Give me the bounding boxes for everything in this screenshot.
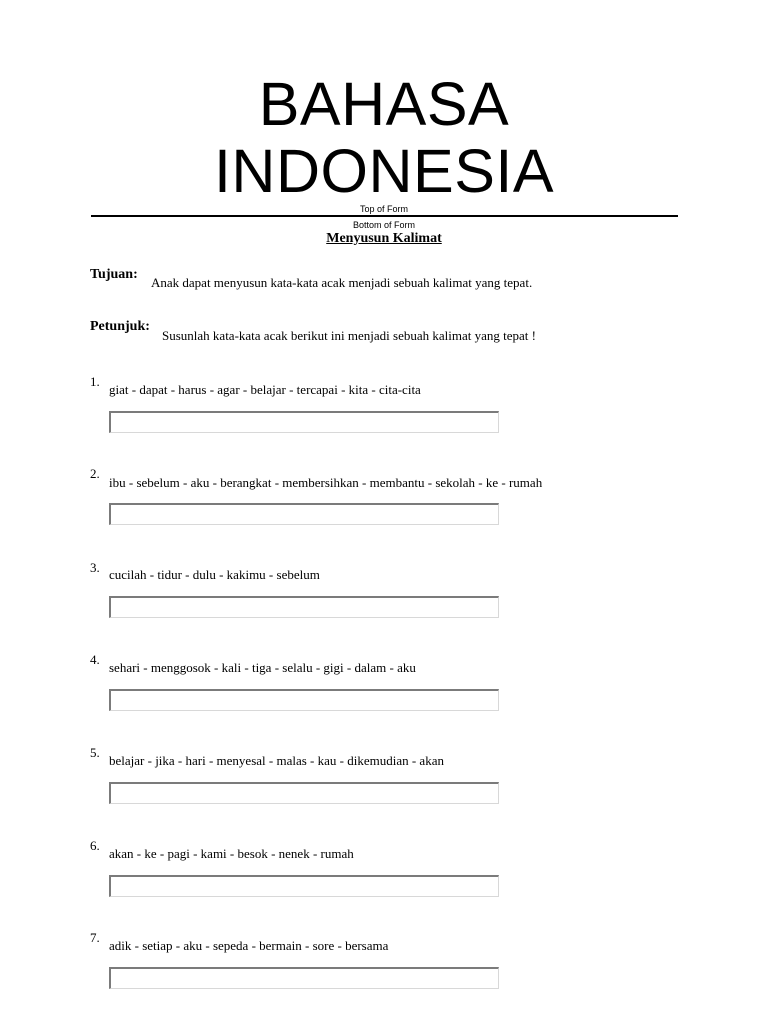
answer-input-4[interactable]: [109, 689, 499, 711]
question-number: 5.: [90, 745, 100, 760]
question-number: 2.: [90, 466, 100, 481]
section-subtitle: Menyusun Kalimat: [326, 231, 442, 246]
page-title-line-1: BAHASA: [258, 70, 510, 138]
question-words: sehari - menggosok - kali - tiga - selalu - gigi - dalam - aku: [109, 660, 416, 675]
bottom-of-form-marker: Bottom of Form: [352, 220, 415, 230]
question-number: 7.: [90, 930, 100, 945]
question-words: adik - setiap - aku - sepeda - bermain - sore - bersama: [109, 938, 389, 953]
question-number: 4.: [90, 652, 100, 667]
tujuan-text: Anak dapat menyusun kata-kata acak menjadi sebuah kalimat yang tepat.: [151, 275, 533, 290]
question-number: 6.: [90, 838, 100, 853]
question-words: ibu - sebelum - aku - berangkat - membersihkan - membantu - sekolah - ke - rumah: [109, 475, 543, 490]
answer-input-2[interactable]: [109, 503, 499, 525]
question-words: akan - ke - pagi - kami - besok - nenek - rumah: [109, 846, 354, 861]
petunjuk-text: Susunlah kata-kata acak berikut ini menjadi sebuah kalimat yang tepat !: [162, 328, 536, 343]
question-words: belajar - jika - hari - menyesal - malas - kau - dikemudian - akan: [109, 753, 444, 768]
answer-input-1[interactable]: [109, 411, 499, 433]
answer-input-3[interactable]: [109, 596, 499, 618]
horizontal-divider: [91, 215, 678, 217]
question-words: giat - dapat - harus - agar - belajar - tercapai - kita - cita-cita: [109, 382, 421, 397]
question-words: cucilah - tidur - dulu - kakimu - sebelum: [109, 567, 320, 582]
tujuan-label: Tujuan:: [90, 267, 138, 282]
page-title-line-2: INDONESIA: [213, 137, 555, 205]
top-of-form-marker: Top of Form: [359, 204, 408, 214]
answer-input-7[interactable]: [109, 967, 499, 989]
petunjuk-label: Petunjuk:: [90, 319, 150, 334]
question-number: 1.: [90, 374, 100, 389]
answer-input-6[interactable]: [109, 875, 499, 897]
question-number: 3.: [90, 560, 100, 575]
answer-input-5[interactable]: [109, 782, 499, 804]
